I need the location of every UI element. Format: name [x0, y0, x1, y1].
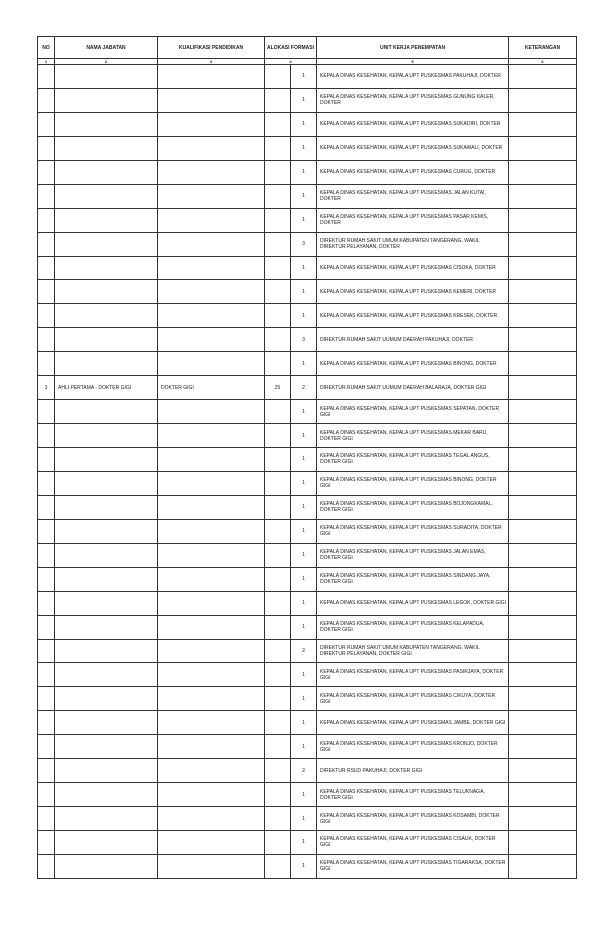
table-row — [38, 663, 577, 687]
cell-keterangan — [509, 663, 577, 687]
cell-unit-kerja: DIREKTUR RUMAH SAKIT UUMUM DAERAH BALARAJA, DOKTER GIGI — [317, 376, 509, 400]
cell-unit-kerja: KEPALA DINAS KESEHATAN, KEPALA UPT PUSKESMAS PAKUHAJI, DOKTER — [317, 65, 509, 89]
cell-alokasi: 1 — [291, 160, 317, 184]
cell-formasi-total — [265, 424, 291, 448]
cell-keterangan — [509, 65, 577, 89]
cell-kualifikasi — [158, 304, 265, 328]
cell-unit-kerja: KEPALA DINAS KESEHATAN, KEPALA UPT PUSKESMAS SEPATAN, DOKTER GIGI — [317, 400, 509, 424]
cell-keterangan — [509, 448, 577, 472]
cell-alokasi: 1 — [291, 352, 317, 376]
table-row — [38, 232, 577, 256]
cell-nama-jabatan — [55, 543, 158, 567]
cell-nama-jabatan — [55, 471, 158, 495]
table-row — [38, 376, 577, 400]
cell-no — [38, 831, 55, 855]
cell-nama-jabatan — [55, 184, 158, 208]
cell-nama-jabatan — [55, 208, 158, 232]
cell-alokasi: 1 — [291, 448, 317, 472]
cell-no — [38, 687, 55, 711]
cell-keterangan — [509, 112, 577, 136]
cell-no — [38, 783, 55, 807]
cell-kualifikasi — [158, 663, 265, 687]
cell-keterangan — [509, 783, 577, 807]
cell-unit-kerja: KEPALA DINAS KESEHATAN, KEPALA UPT PUSKESMAS CISOKA, DOKTER — [317, 256, 509, 280]
cell-formasi-total — [265, 783, 291, 807]
header-nama-jabatan: NAMA JABATAN — [55, 37, 158, 59]
table-row — [38, 112, 577, 136]
cell-no — [38, 280, 55, 304]
cell-nama-jabatan — [55, 783, 158, 807]
cell-alokasi: 1 — [291, 136, 317, 160]
cell-kualifikasi — [158, 448, 265, 472]
cell-no — [38, 854, 55, 878]
cell-keterangan — [509, 352, 577, 376]
cell-nama-jabatan — [55, 831, 158, 855]
cell-no — [38, 735, 55, 759]
cell-nama-jabatan — [55, 711, 158, 735]
cell-nama-jabatan — [55, 112, 158, 136]
cell-nama-jabatan — [55, 615, 158, 639]
cell-nama-jabatan — [55, 232, 158, 256]
cell-alokasi: 1 — [291, 304, 317, 328]
cell-kualifikasi — [158, 639, 265, 663]
cell-unit-kerja: KEPALA DINAS KESEHATAN, KEPALA UPT PUSKESMAS SURADITA, DOKTER GIGI — [317, 519, 509, 543]
cell-alokasi: 2 — [291, 376, 317, 400]
cell-no — [38, 591, 55, 615]
cell-nama-jabatan — [55, 160, 158, 184]
cell-formasi-total — [265, 160, 291, 184]
cell-unit-kerja: KEPALA DINAS KESEHATAN, KEPALA UPT PUSKESMAS LEGOK, DOKTER GIGI — [317, 591, 509, 615]
cell-formasi-total — [265, 543, 291, 567]
cell-kualifikasi — [158, 543, 265, 567]
cell-kualifikasi — [158, 615, 265, 639]
cell-nama-jabatan — [55, 256, 158, 280]
cell-kualifikasi — [158, 160, 265, 184]
cell-kualifikasi — [158, 136, 265, 160]
cell-unit-kerja: KEPALA DINAS KESEHATAN, KEPALA UPT PUSKESMAS CISAUK, DOKTER GIGI — [317, 831, 509, 855]
cell-formasi-total — [265, 854, 291, 878]
cell-formasi-total — [265, 591, 291, 615]
cell-formasi-total — [265, 256, 291, 280]
cell-kualifikasi — [158, 519, 265, 543]
cell-nama-jabatan — [55, 88, 158, 112]
cell-kualifikasi — [158, 567, 265, 591]
cell-unit-kerja: KEPALA DINAS KESEHATAN, KEPALA UPT PUSKESMAS KRONJO, DOKTER GIGI — [317, 735, 509, 759]
cell-alokasi: 3 — [291, 328, 317, 352]
cell-no — [38, 65, 55, 89]
cell-no — [38, 352, 55, 376]
cell-no — [38, 160, 55, 184]
cell-no — [38, 136, 55, 160]
header-keterangan: KETERANGAN — [509, 37, 577, 59]
cell-alokasi: 1 — [291, 184, 317, 208]
table-row — [38, 854, 577, 878]
header-no: NO — [38, 37, 55, 59]
table-row — [38, 400, 577, 424]
cell-no — [38, 232, 55, 256]
cell-nama-jabatan — [55, 304, 158, 328]
cell-kualifikasi — [158, 591, 265, 615]
cell-no — [38, 112, 55, 136]
cell-formasi-total — [265, 687, 291, 711]
cell-alokasi: 1 — [291, 280, 317, 304]
cell-keterangan — [509, 639, 577, 663]
cell-keterangan — [509, 711, 577, 735]
col-number: 3 — [158, 59, 265, 65]
cell-no — [38, 495, 55, 519]
cell-no — [38, 639, 55, 663]
cell-nama-jabatan — [55, 759, 158, 783]
cell-formasi-total — [265, 208, 291, 232]
cell-unit-kerja: KEPALA DINAS KESEHATAN, KEPALA UPT PUSKESMAS KELAPADUA, DOKTER GIGI — [317, 615, 509, 639]
table-row — [38, 136, 577, 160]
table-row — [38, 65, 577, 89]
col-number: 1 — [38, 59, 55, 65]
cell-alokasi: 1 — [291, 471, 317, 495]
cell-keterangan — [509, 400, 577, 424]
cell-unit-kerja: KEPALA DINAS KESEHATAN, KEPALA UPT PUSKESMAS CURUG, DOKTER — [317, 160, 509, 184]
cell-keterangan — [509, 495, 577, 519]
cell-unit-kerja: KEPALA DINAS KESEHATAN, KEPALA UPT PUSKESMAS TIGARAKSA, DOKTER GIGI — [317, 854, 509, 878]
cell-keterangan — [509, 567, 577, 591]
col-number: 6 — [509, 59, 577, 65]
cell-no — [38, 304, 55, 328]
cell-formasi-total — [265, 328, 291, 352]
cell-unit-kerja: KEPALA DINAS KESEHATAN, KEPALA UPT PUSKESMAS CIKUYA, DOKTER GIGI — [317, 687, 509, 711]
cell-alokasi: 1 — [291, 831, 317, 855]
cell-nama-jabatan: AHLI PERTAMA - DOKTER GIGI — [55, 376, 158, 400]
cell-nama-jabatan — [55, 136, 158, 160]
table-body — [38, 65, 577, 879]
table-row — [38, 591, 577, 615]
cell-unit-kerja: KEPALA DINAS KESEHATAN, KEPALA UPT PUSKESMAS SINDANG JAYA, DOKTER GIGI — [317, 567, 509, 591]
cell-unit-kerja: KEPALA DINAS KESEHATAN, KEPALA UPT PUSKESMAS BINONG, DOKTER — [317, 352, 509, 376]
cell-kualifikasi — [158, 184, 265, 208]
cell-formasi-total — [265, 663, 291, 687]
table-row — [38, 328, 577, 352]
cell-formasi-total: 25 — [265, 376, 291, 400]
cell-keterangan — [509, 591, 577, 615]
cell-nama-jabatan — [55, 854, 158, 878]
cell-nama-jabatan — [55, 735, 158, 759]
cell-keterangan — [509, 88, 577, 112]
cell-keterangan — [509, 160, 577, 184]
cell-kualifikasi — [158, 88, 265, 112]
table-row — [38, 807, 577, 831]
cell-alokasi: 1 — [291, 495, 317, 519]
table-row — [38, 831, 577, 855]
cell-keterangan — [509, 232, 577, 256]
cell-keterangan — [509, 543, 577, 567]
cell-no: 3 — [38, 376, 55, 400]
cell-kualifikasi — [158, 759, 265, 783]
cell-unit-kerja: DIREKTUR RUMAH SAKIT UUMUM DAERAH PAKUHAJI, DOKTER — [317, 328, 509, 352]
cell-alokasi: 1 — [291, 400, 317, 424]
cell-unit-kerja: KEPALA DINAS KESEHATAN, KEPALA UPT PUSKESMAS SUKAWALI, DOKTER — [317, 136, 509, 160]
cell-no — [38, 184, 55, 208]
cell-nama-jabatan — [55, 280, 158, 304]
cell-kualifikasi — [158, 711, 265, 735]
cell-formasi-total — [265, 352, 291, 376]
table-row — [38, 280, 577, 304]
cell-formasi-total — [265, 448, 291, 472]
cell-alokasi: 1 — [291, 783, 317, 807]
cell-formasi-total — [265, 184, 291, 208]
cell-kualifikasi — [158, 208, 265, 232]
table-row — [38, 519, 577, 543]
cell-kualifikasi — [158, 352, 265, 376]
cell-no — [38, 519, 55, 543]
cell-kualifikasi — [158, 256, 265, 280]
cell-formasi-total — [265, 280, 291, 304]
table-row — [38, 759, 577, 783]
cell-no — [38, 400, 55, 424]
cell-no — [38, 567, 55, 591]
col-number: 5 — [317, 59, 509, 65]
table-row — [38, 160, 577, 184]
header-unit-kerja: UNIT KERJA PENEMPATAN — [317, 37, 509, 59]
cell-kualifikasi — [158, 735, 265, 759]
cell-kualifikasi — [158, 400, 265, 424]
cell-alokasi: 1 — [291, 663, 317, 687]
cell-no — [38, 208, 55, 232]
cell-kualifikasi — [158, 854, 265, 878]
cell-alokasi: 1 — [291, 591, 317, 615]
cell-unit-kerja: KEPALA DINAS KESEHATAN, KEPALA UPT PUSKESMAS BOJONGKAMAL, DOKTER GIGI — [317, 495, 509, 519]
cell-formasi-total — [265, 759, 291, 783]
table-row — [38, 88, 577, 112]
cell-nama-jabatan — [55, 495, 158, 519]
cell-unit-kerja: KEPALA DINAS KESEHATAN, KEPALA UPT PUSKESMAS SUKADIRI, DOKTER — [317, 112, 509, 136]
table-row — [38, 184, 577, 208]
table-row — [38, 256, 577, 280]
cell-kualifikasi — [158, 831, 265, 855]
cell-no — [38, 543, 55, 567]
cell-keterangan — [509, 519, 577, 543]
cell-alokasi: 1 — [291, 615, 317, 639]
cell-formasi-total — [265, 136, 291, 160]
cell-no — [38, 759, 55, 783]
cell-formasi-total — [265, 495, 291, 519]
cell-keterangan — [509, 471, 577, 495]
cell-alokasi: 1 — [291, 543, 317, 567]
cell-nama-jabatan — [55, 687, 158, 711]
cell-unit-kerja: KEPALA DINAS KESEHATAN, KEPALA UPT PUSKESMAS KEMERI, DOKTER — [317, 280, 509, 304]
cell-no — [38, 471, 55, 495]
cell-unit-kerja: KEPALA DINAS KESEHATAN, KEPALA UPT PUSKESMAS JALAN KUTAI, DOKTER — [317, 184, 509, 208]
cell-formasi-total — [265, 567, 291, 591]
cell-unit-kerja: KEPALA DINAS KESEHATAN, KEPALA UPT PUSKESMAS PASAR KEMIS, DOKTER — [317, 208, 509, 232]
cell-alokasi: 2 — [291, 639, 317, 663]
cell-kualifikasi — [158, 687, 265, 711]
cell-formasi-total — [265, 471, 291, 495]
table-row — [38, 304, 577, 328]
cell-unit-kerja: KEPALA DINAS KESEHATAN, KEPALA UPT PUSKESMAS JAMBE, DOKTER GIGI — [317, 711, 509, 735]
cell-keterangan — [509, 424, 577, 448]
cell-kualifikasi — [158, 783, 265, 807]
cell-nama-jabatan — [55, 328, 158, 352]
cell-keterangan — [509, 854, 577, 878]
cell-formasi-total — [265, 831, 291, 855]
cell-alokasi: 1 — [291, 711, 317, 735]
cell-kualifikasi — [158, 424, 265, 448]
cell-alokasi: 1 — [291, 208, 317, 232]
cell-no — [38, 448, 55, 472]
cell-keterangan — [509, 136, 577, 160]
cell-keterangan — [509, 687, 577, 711]
cell-no — [38, 88, 55, 112]
cell-kualifikasi — [158, 280, 265, 304]
cell-alokasi: 1 — [291, 519, 317, 543]
cell-keterangan — [509, 256, 577, 280]
cell-alokasi: 1 — [291, 567, 317, 591]
table-row — [38, 208, 577, 232]
cell-unit-kerja: DIREKTUR RUMAH SAKIT UMUM KABUPATEN TANGERANG, WAKIL DIREKTUR PELAYANAN, DOKTER GIGI — [317, 639, 509, 663]
cell-no — [38, 328, 55, 352]
cell-keterangan — [509, 807, 577, 831]
cell-keterangan — [509, 184, 577, 208]
cell-formasi-total — [265, 735, 291, 759]
cell-keterangan — [509, 304, 577, 328]
col-number: 2 — [55, 59, 158, 65]
table-row — [38, 471, 577, 495]
cell-nama-jabatan — [55, 567, 158, 591]
cell-unit-kerja: KEPALA DINAS KESEHATAN, KEPALA UPT PUSKESMAS BINONG, DOKTER GIGI — [317, 471, 509, 495]
cell-no — [38, 807, 55, 831]
cell-nama-jabatan — [55, 448, 158, 472]
cell-no — [38, 615, 55, 639]
col-number: 4 — [265, 59, 317, 65]
cell-no — [38, 256, 55, 280]
cell-unit-kerja: KEPALA DINAS KESEHATAN, KEPALA UPT PUSKESMAS MEKAR BARU, DOKTER GIGI — [317, 424, 509, 448]
table-row — [38, 495, 577, 519]
header-row — [38, 37, 577, 59]
cell-keterangan — [509, 280, 577, 304]
table-row — [38, 543, 577, 567]
cell-keterangan — [509, 376, 577, 400]
cell-nama-jabatan — [55, 663, 158, 687]
table-row — [38, 687, 577, 711]
cell-alokasi: 1 — [291, 854, 317, 878]
formasi-table — [37, 36, 577, 879]
cell-formasi-total — [265, 65, 291, 89]
cell-unit-kerja: DIREKTUR RUMAH SAKIT UMUM KABUPATEN TANGERANG, WAKIL DIREKTUR PELAYANAN, DOKTER — [317, 232, 509, 256]
cell-nama-jabatan — [55, 807, 158, 831]
cell-alokasi: 1 — [291, 65, 317, 89]
cell-kualifikasi — [158, 807, 265, 831]
table-row — [38, 735, 577, 759]
cell-kualifikasi: DOKTER GIGI — [158, 376, 265, 400]
cell-no — [38, 424, 55, 448]
cell-unit-kerja: KEPALA DINAS KESEHATAN, KEPALA UPT PUSKESMAS JALAN EMAS, DOKTER GIGI — [317, 543, 509, 567]
cell-alokasi: 1 — [291, 424, 317, 448]
cell-nama-jabatan — [55, 65, 158, 89]
cell-alokasi: 1 — [291, 687, 317, 711]
cell-keterangan — [509, 615, 577, 639]
table-row — [38, 424, 577, 448]
cell-keterangan — [509, 328, 577, 352]
cell-alokasi: 2 — [291, 759, 317, 783]
cell-keterangan — [509, 735, 577, 759]
table-row — [38, 448, 577, 472]
cell-keterangan — [509, 759, 577, 783]
cell-kualifikasi — [158, 112, 265, 136]
cell-alokasi: 1 — [291, 88, 317, 112]
cell-formasi-total — [265, 639, 291, 663]
cell-no — [38, 663, 55, 687]
cell-nama-jabatan — [55, 591, 158, 615]
cell-formasi-total — [265, 88, 291, 112]
cell-unit-kerja: DIREKTUR RSUD PAKUHAJI, DOKTER GIGI — [317, 759, 509, 783]
cell-formasi-total — [265, 232, 291, 256]
cell-unit-kerja: KEPALA DINAS KESEHATAN, KEPALA UPT PUSKESMAS KRESEK, DOKTER — [317, 304, 509, 328]
table-row — [38, 615, 577, 639]
cell-no — [38, 711, 55, 735]
cell-nama-jabatan — [55, 424, 158, 448]
table-row — [38, 711, 577, 735]
cell-kualifikasi — [158, 65, 265, 89]
cell-unit-kerja: KEPALA DINAS KESEHATAN, KEPALA UPT PUSKESMAS TEGAL ANGUS, DOKTER GIGI — [317, 448, 509, 472]
cell-formasi-total — [265, 519, 291, 543]
cell-kualifikasi — [158, 495, 265, 519]
cell-formasi-total — [265, 400, 291, 424]
cell-nama-jabatan — [55, 519, 158, 543]
header-alokasi: ALOKASI FORMASI — [265, 37, 317, 59]
cell-kualifikasi — [158, 232, 265, 256]
cell-keterangan — [509, 208, 577, 232]
cell-kualifikasi — [158, 471, 265, 495]
cell-formasi-total — [265, 112, 291, 136]
table-row — [38, 783, 577, 807]
cell-formasi-total — [265, 615, 291, 639]
table-row — [38, 567, 577, 591]
cell-alokasi: 3 — [291, 232, 317, 256]
cell-alokasi: 1 — [291, 256, 317, 280]
cell-keterangan — [509, 831, 577, 855]
cell-kualifikasi — [158, 328, 265, 352]
cell-formasi-total — [265, 807, 291, 831]
cell-alokasi: 1 — [291, 735, 317, 759]
cell-alokasi: 1 — [291, 112, 317, 136]
cell-unit-kerja: KEPALA DINAS KESEHATAN, KEPALA UPT PUSKESMAS PASIRJAYA, DOKTER GIGI — [317, 663, 509, 687]
cell-unit-kerja: KEPALA DINAS KESEHATAN, KEPALA UPT PUSKESMAS GUNUNG KALER, DOKTER — [317, 88, 509, 112]
cell-formasi-total — [265, 711, 291, 735]
header-kualifikasi: KUALIFIKASI PENDIDIKAN — [158, 37, 265, 59]
cell-nama-jabatan — [55, 400, 158, 424]
cell-unit-kerja: KEPALA DINAS KESEHATAN, KEPALA UPT PUSKESMAS KOSAMBI, DOKTER GIGI — [317, 807, 509, 831]
cell-unit-kerja: KEPALA DINAS KESEHATAN, KEPALA UPT PUSKESMAS TELUKNAGA, DOKTER GIGI — [317, 783, 509, 807]
table-row — [38, 352, 577, 376]
cell-nama-jabatan — [55, 352, 158, 376]
cell-nama-jabatan — [55, 639, 158, 663]
table-row — [38, 639, 577, 663]
cell-formasi-total — [265, 304, 291, 328]
cell-alokasi: 1 — [291, 807, 317, 831]
